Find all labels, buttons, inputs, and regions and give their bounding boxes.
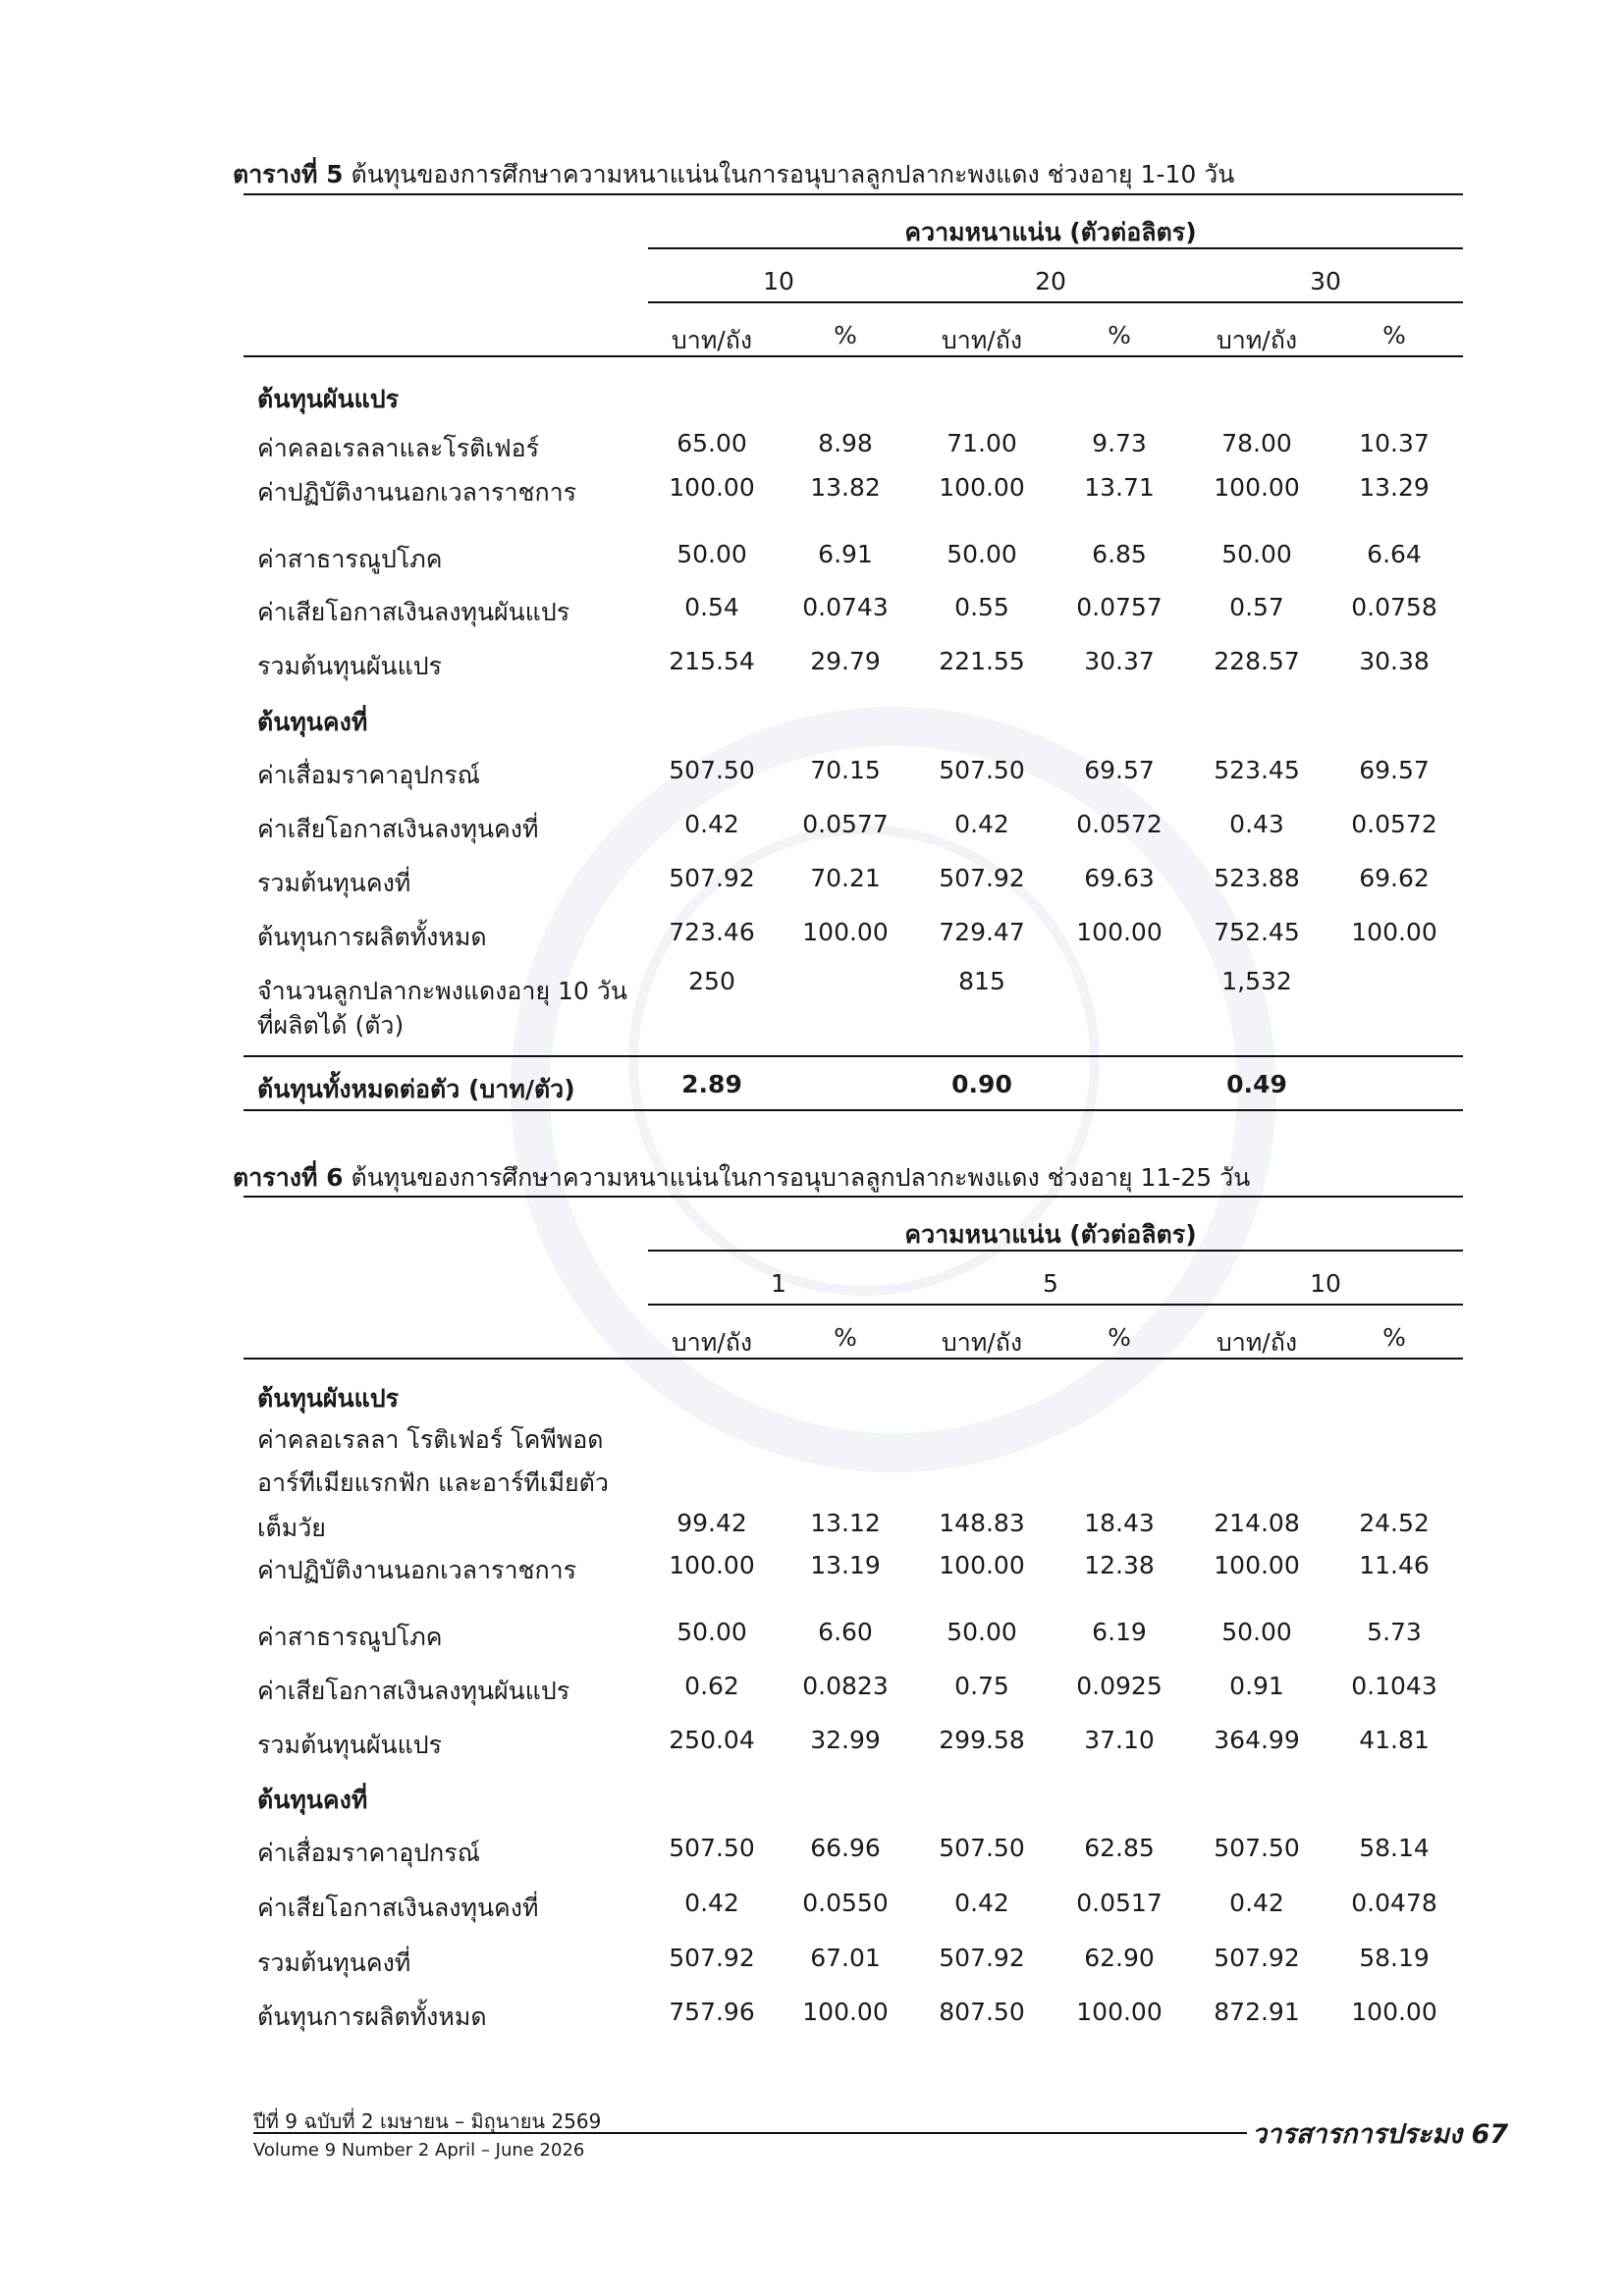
table6-multi-label-line3: เต็มวัย — [257, 1514, 326, 1542]
table6-row-3-value-3: 37.10 — [1084, 1726, 1155, 1754]
table6-row-3-value-5: 41.81 — [1359, 1726, 1430, 1754]
table5-count-value-1: 815 — [958, 967, 1005, 995]
table6-unit-header-3: % — [1108, 1323, 1131, 1352]
table6-row-2-value-4: 0.91 — [1229, 1672, 1284, 1700]
table6-row-1-value-2: 50.00 — [947, 1618, 1017, 1646]
table6-row-2-value-2: 0.75 — [954, 1672, 1009, 1700]
table5-row-1-label: ค่าคลอเรลลาและโรติเฟอร์ — [257, 434, 540, 462]
footer-journal-page: วารสารการประมง 67 — [1252, 2119, 1509, 2150]
table5-row-10-value-4: 752.45 — [1214, 918, 1300, 946]
table5-row-9-value-0: 507.92 — [669, 864, 755, 892]
table5-row-10-value-0: 723.46 — [669, 918, 755, 946]
table5-density-0: 10 — [763, 267, 794, 295]
table5-bottom-rule — [244, 1109, 1463, 1111]
table6-caption-text: ต้นทุนของการศึกษาความหนาแน่นในการอนุบาลลูกปลากะพงแดง ช่วงอายุ 11-25 วัน — [351, 1163, 1251, 1192]
table6-row-2-value-0: 0.62 — [684, 1672, 739, 1700]
table6-row-7-value-4: 507.92 — [1214, 1944, 1300, 1972]
table6-row-3-value-0: 250.04 — [669, 1726, 755, 1754]
table6-row-4-label: ต้นทุนคงที่ — [257, 1786, 368, 1814]
table5-row-8-value-0: 0.42 — [684, 810, 739, 838]
table5-row-10-value-2: 729.47 — [939, 918, 1025, 946]
table6-row-5-value-1: 66.96 — [810, 1834, 881, 1862]
table6-density-1: 5 — [1043, 1269, 1058, 1298]
table5-row-9-label: รวมต้นทุนคงที่ — [257, 869, 411, 897]
table6-unit-header-4: บาท/ถัง — [1216, 1328, 1298, 1357]
table5-unit-header-5: % — [1382, 321, 1406, 349]
table5-row-2-label: ค่าปฏิบัติงานนอกเวลาราชการ — [257, 478, 577, 507]
table5-row-7-value-2: 507.50 — [939, 756, 1025, 784]
table5-row-7-value-3: 69.57 — [1084, 756, 1155, 784]
table5-row-8-value-2: 0.42 — [954, 810, 1009, 838]
table5-row-1-value-5: 10.37 — [1359, 429, 1430, 457]
table5-row-7-label: ค่าเสื่อมราคาอุปกรณ์ — [257, 761, 480, 789]
table5-total-value-0: 2.89 — [681, 1070, 742, 1098]
table6-row-1-value-4: 50.00 — [1221, 1618, 1292, 1646]
table5-row-8-value-3: 0.0572 — [1076, 810, 1163, 838]
table6-unit-header-2: บาท/ถัง — [941, 1328, 1023, 1357]
table6-row-6-value-1: 0.0550 — [802, 1889, 889, 1917]
table6-row-2-value-3: 0.0925 — [1076, 1672, 1163, 1700]
table5-row-7-value-4: 523.45 — [1214, 756, 1300, 784]
table6-row-0-value-4: 100.00 — [1214, 1551, 1300, 1579]
table6-row-1-label: ค่าสาธารณูปโภค — [257, 1623, 443, 1651]
footer-rule — [253, 2132, 1247, 2134]
table6-row-7-value-2: 507.92 — [939, 1944, 1025, 1972]
table6-multi-value-0: 99.42 — [677, 1509, 747, 1537]
table6-row-8-value-3: 100.00 — [1076, 1998, 1163, 2026]
table6-row-2-value-5: 0.1043 — [1351, 1672, 1437, 1700]
table5-caption-text: ต้นทุนของการศึกษาความหนาแน่นในการอนุบาลลูกปลากะพงแดง ช่วงอายุ 1-10 วัน — [351, 160, 1235, 188]
table5-total-rule — [244, 1055, 1463, 1057]
table6-row-5-value-5: 58.14 — [1359, 1834, 1430, 1862]
table6-row-7-value-3: 62.90 — [1084, 1944, 1155, 1972]
table6-subheader-rule — [648, 1304, 1463, 1306]
table6-row-1-value-5: 5.73 — [1367, 1618, 1422, 1646]
table6-row-0-value-2: 100.00 — [939, 1551, 1025, 1579]
table5-row-5-value-2: 221.55 — [939, 647, 1025, 675]
table6-multi-value-4: 214.08 — [1214, 1509, 1300, 1537]
table5-row-10-value-3: 100.00 — [1076, 918, 1163, 946]
table5-total-value-2: 0.49 — [1226, 1070, 1287, 1098]
table5-row-0-label: ต้นทุนผันแปร — [257, 385, 400, 413]
table5-row-2-value-1: 13.82 — [810, 473, 881, 502]
table5-row-7-value-1: 70.15 — [810, 756, 881, 784]
table5-row-2-value-5: 13.29 — [1359, 473, 1430, 502]
table6-row-1-value-3: 6.19 — [1092, 1618, 1147, 1646]
table5-row-5-label: รวมต้นทุนผันแปร — [257, 652, 442, 680]
table6-row-6-value-4: 0.42 — [1229, 1889, 1284, 1917]
table5-row-3-value-4: 50.00 — [1221, 540, 1292, 568]
table5-caption — [233, 155, 1234, 194]
table5-row-5-value-1: 29.79 — [810, 647, 881, 675]
table5-row-5-value-5: 30.38 — [1359, 647, 1430, 675]
table6-row-5-value-2: 507.50 — [939, 1834, 1025, 1862]
table5-density-header: ความหนาแน่น (ตัวต่อลิตร) — [904, 218, 1197, 246]
table5-row-3-value-0: 50.00 — [677, 540, 747, 568]
table6-row-5-label: ค่าเสื่อมราคาอุปกรณ์ — [257, 1839, 480, 1867]
table6-row-8-value-4: 872.91 — [1214, 1998, 1300, 2026]
table6-row-1-value-0: 50.00 — [677, 1618, 747, 1646]
table5-row-8-value-4: 0.43 — [1229, 810, 1284, 838]
table6-multi-value-1: 13.12 — [810, 1509, 881, 1537]
table5-row-9-value-1: 70.21 — [810, 864, 881, 892]
table6-unit-header-5: % — [1382, 1323, 1406, 1352]
table5-row-3-value-5: 6.64 — [1367, 540, 1422, 568]
table5-row-2-value-3: 13.71 — [1084, 473, 1155, 502]
table5-row-4-value-0: 0.54 — [684, 593, 739, 621]
table5-row-7-value-5: 69.57 — [1359, 756, 1430, 784]
table6-row-7-label: รวมต้นทุนคงที่ — [257, 1949, 411, 1977]
table5-row-2-value-4: 100.00 — [1214, 473, 1300, 502]
table5-row-9-value-4: 523.88 — [1214, 864, 1300, 892]
table6-row-6-value-5: 0.0478 — [1351, 1889, 1437, 1917]
table6-multi-label-line1: ค่าคลอเรลลา โรติเฟอร์ โคพีพอด — [257, 1425, 604, 1454]
table5-row-3-value-3: 6.85 — [1092, 540, 1147, 568]
table6-multi-value-5: 24.52 — [1359, 1509, 1430, 1537]
table6-unit-header-1: % — [834, 1323, 857, 1352]
table6-density-rule — [648, 1250, 1463, 1252]
table6-density-2: 10 — [1310, 1269, 1341, 1298]
table6-row-6-label: ค่าเสียโอกาสเงินลงทุนคงที่ — [257, 1894, 539, 1922]
table5-unit-header-1: % — [834, 321, 857, 349]
table6-density-header: ความหนาแน่น (ตัวต่อลิตร) — [904, 1220, 1197, 1249]
table6-density-0: 1 — [771, 1269, 786, 1298]
table5-row-4-value-5: 0.0758 — [1351, 593, 1437, 621]
table5-row-10-value-1: 100.00 — [802, 918, 889, 946]
table5-density-1: 20 — [1035, 267, 1066, 295]
table5-count-value-0: 250 — [688, 967, 735, 995]
table5-row-4-label: ค่าเสียโอกาสเงินลงทุนผันแปร — [257, 598, 570, 626]
table6-row-0-value-5: 11.46 — [1359, 1551, 1430, 1579]
table5-row-7-value-0: 507.50 — [669, 756, 755, 784]
table6-row-8-value-5: 100.00 — [1351, 1998, 1437, 2026]
table5-unit-header-3: % — [1108, 321, 1131, 349]
table5-row-1-value-2: 71.00 — [947, 429, 1017, 457]
table6-row-5-value-4: 507.50 — [1214, 1834, 1300, 1862]
table6-row-0-value-0: 100.00 — [669, 1551, 755, 1579]
table6-row-5-value-3: 62.85 — [1084, 1834, 1155, 1862]
table6-row-2-label: ค่าเสียโอกาสเงินลงทุนผันแปร — [257, 1677, 570, 1705]
table5-top-rule — [244, 193, 1463, 195]
table5-row-3-value-1: 6.91 — [818, 540, 873, 568]
table6-row-6-value-0: 0.42 — [684, 1889, 739, 1917]
table5-total-value-1: 0.90 — [951, 1070, 1012, 1098]
table5-row-3-label: ค่าสาธารณูปโภค — [257, 545, 443, 573]
table5-unit-header-4: บาท/ถัง — [1216, 326, 1298, 354]
table5-row-4-value-2: 0.55 — [954, 593, 1009, 621]
table6-row-6-value-2: 0.42 — [954, 1889, 1009, 1917]
table5-row-1-value-0: 65.00 — [677, 429, 747, 457]
table5-row-1-value-4: 78.00 — [1221, 429, 1292, 457]
table5-row-5-value-3: 30.37 — [1084, 647, 1155, 675]
table6-group-variable: ต้นทุนผันแปร — [257, 1384, 400, 1413]
table5-row-4-value-1: 0.0743 — [802, 593, 889, 621]
table5-row-4-value-4: 0.57 — [1229, 593, 1284, 621]
table6-multi-value-3: 18.43 — [1084, 1509, 1155, 1537]
table6-multi-label-line2: อาร์ทีเมียแรกฟัก และอาร์ทีเมียตัว — [257, 1468, 609, 1497]
table5-row-1-value-3: 9.73 — [1092, 429, 1147, 457]
table5-row-8-value-1: 0.0577 — [802, 810, 889, 838]
table6-row-8-value-1: 100.00 — [802, 1998, 889, 2026]
table5-row-2-value-0: 100.00 — [669, 473, 755, 502]
table5-total-label: ต้นทุนทั้งหมดต่อตัว (บาท/ตัว) — [257, 1075, 575, 1103]
table6-row-2-value-1: 0.0823 — [802, 1672, 889, 1700]
table6-row-3-value-4: 364.99 — [1214, 1726, 1300, 1754]
table5-row-1-value-1: 8.98 — [818, 429, 873, 457]
table5-row-2-value-2: 100.00 — [939, 473, 1025, 502]
table5-unit-header-2: บาท/ถัง — [941, 326, 1023, 354]
table5-density-2: 30 — [1310, 267, 1341, 295]
table5-subheader-rule — [648, 301, 1463, 303]
table6-caption-label: ตารางที่ 6 — [233, 1163, 344, 1192]
table6-header-bottom-rule — [244, 1358, 1463, 1360]
table5-count-label-line1: จำนวนลูกปลากะพงแดงอายุ 10 วัน — [257, 977, 627, 1005]
table6-row-0-value-3: 12.38 — [1084, 1551, 1155, 1579]
table6-row-8-value-0: 757.96 — [669, 1998, 755, 2026]
table5-row-3-value-2: 50.00 — [947, 540, 1017, 568]
table5-row-4-value-3: 0.0757 — [1076, 593, 1163, 621]
table6-top-rule — [244, 1196, 1463, 1198]
table6-caption — [233, 1158, 1250, 1198]
table6-row-8-label: ต้นทุนการผลิตทั้งหมด — [257, 2002, 487, 2031]
footer-issue-th: ปีที่ 9 ฉบับที่ 2 เมษายน – มิถุนายน 2569 — [253, 2109, 602, 2133]
table6-row-0-label: ค่าปฏิบัติงานนอกเวลาราชการ — [257, 1556, 577, 1584]
table5-row-9-value-2: 507.92 — [939, 864, 1025, 892]
table6-row-0-value-1: 13.19 — [810, 1551, 881, 1579]
table5-row-8-label: ค่าเสียโอกาสเงินลงทุนคงที่ — [257, 815, 539, 843]
table5-count-value-2: 1,532 — [1221, 967, 1292, 995]
table6-row-1-value-1: 6.60 — [818, 1618, 873, 1646]
table6-row-7-value-0: 507.92 — [669, 1944, 755, 1972]
table5-row-9-value-3: 69.63 — [1084, 864, 1155, 892]
table6-row-7-value-1: 67.01 — [810, 1944, 881, 1972]
table6-row-7-value-5: 58.19 — [1359, 1944, 1430, 1972]
table5-row-10-value-5: 100.00 — [1351, 918, 1437, 946]
table6-multi-value-2: 148.83 — [939, 1509, 1025, 1537]
table5-caption-label: ตารางที่ 5 — [233, 160, 344, 188]
table5-row-8-value-5: 0.0572 — [1351, 810, 1437, 838]
table6-row-8-value-2: 807.50 — [939, 1998, 1025, 2026]
table6-unit-header-0: บาท/ถัง — [671, 1328, 753, 1357]
table5-row-5-value-0: 215.54 — [669, 647, 755, 675]
table5-row-5-value-4: 228.57 — [1214, 647, 1300, 675]
table5-row-6-label: ต้นทุนคงที่ — [257, 708, 368, 736]
footer-issue-en: Volume 9 Number 2 April – June 2026 — [253, 2140, 585, 2161]
table5-unit-header-0: บาท/ถัง — [671, 326, 753, 354]
table5-header-bottom-rule — [244, 355, 1463, 357]
table5-row-10-label: ต้นทุนการผลิตทั้งหมด — [257, 923, 487, 951]
table5-density-rule — [648, 247, 1463, 249]
table6-row-3-value-2: 299.58 — [939, 1726, 1025, 1754]
table6-row-3-label: รวมต้นทุนผันแปร — [257, 1731, 442, 1759]
table5-row-9-value-5: 69.62 — [1359, 864, 1430, 892]
table6-row-5-value-0: 507.50 — [669, 1834, 755, 1862]
table6-row-6-value-3: 0.0517 — [1076, 1889, 1163, 1917]
table6-row-3-value-1: 32.99 — [810, 1726, 881, 1754]
table5-count-label-line2: ที่ผลิตได้ (ตัว) — [257, 1011, 405, 1040]
